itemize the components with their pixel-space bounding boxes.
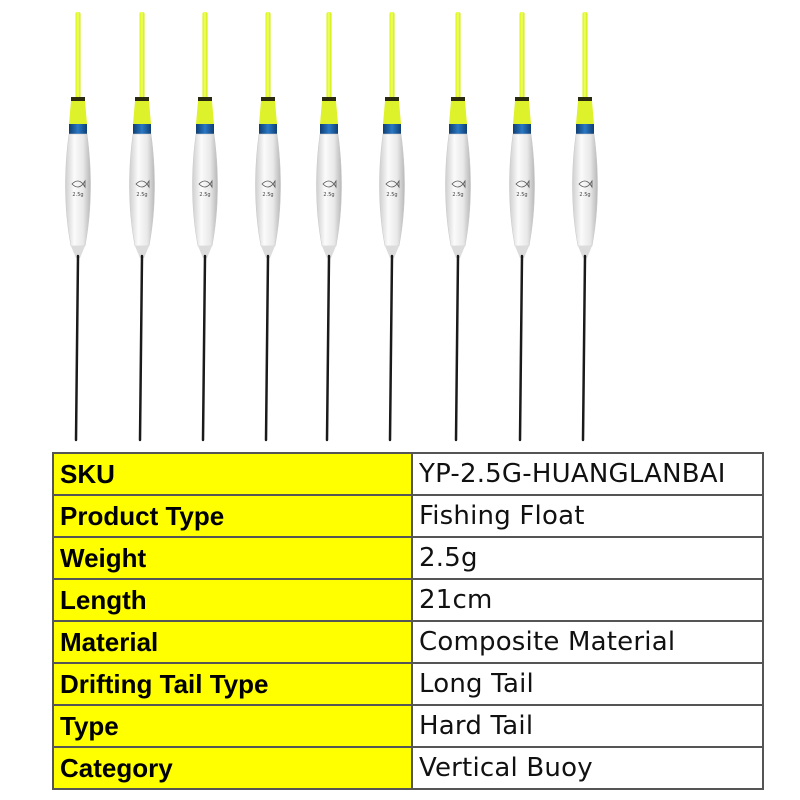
float-band [259, 124, 277, 134]
float-joint [578, 97, 592, 101]
spec-value: Long Tail [412, 663, 763, 705]
float-band [576, 124, 594, 134]
float-collar [513, 101, 531, 124]
spec-value: Fishing Float [412, 495, 763, 537]
float-body [572, 134, 597, 246]
float-tip [140, 12, 145, 98]
float-band [196, 124, 214, 134]
spec-key: Length [53, 579, 412, 621]
float-tip [266, 12, 271, 98]
float-body [509, 134, 534, 246]
spec-value: Vertical Buoy [412, 747, 763, 789]
float-band [69, 124, 87, 134]
float-collar [383, 101, 401, 124]
float-tip [456, 12, 461, 98]
float-stem [266, 256, 268, 440]
fishing-float [509, 12, 534, 440]
float-weight-label: 2.5g [579, 192, 591, 198]
float-joint [385, 97, 399, 101]
fishing-float [192, 12, 217, 440]
spec-row-product-type [53, 495, 763, 537]
fishing-float [445, 12, 470, 440]
float-weight-label: 2.5g [262, 192, 274, 198]
float-stem [456, 256, 458, 440]
float-collar [320, 101, 338, 124]
float-joint [451, 97, 465, 101]
spec-key: Weight [53, 537, 412, 579]
float-joint [71, 97, 85, 101]
float-tip [390, 12, 395, 98]
spec-row-type [53, 705, 763, 747]
float-stem [583, 256, 585, 440]
float-tip [76, 12, 81, 98]
float-body [379, 134, 404, 246]
float-body [65, 134, 90, 246]
spec-key: Material [53, 621, 412, 663]
spec-key: Drifting Tail Type [53, 663, 412, 705]
spec-key: Type [53, 705, 412, 747]
float-joint [322, 97, 336, 101]
float-body [129, 134, 154, 246]
spec-row-material [53, 621, 763, 663]
float-band [513, 124, 531, 134]
float-collar [133, 101, 151, 124]
float-stem [520, 256, 522, 440]
fishing-float [316, 12, 341, 440]
float-collar [69, 101, 87, 124]
float-weight-label: 2.5g [516, 192, 528, 198]
spec-value: YP-2.5G-HUANGLANBAI [412, 453, 763, 495]
fishing-float [379, 12, 404, 440]
spec-row-sku [53, 453, 763, 495]
float-band [383, 124, 401, 134]
spec-row-category [53, 747, 763, 789]
float-tip [327, 12, 332, 98]
spec-value: 2.5g [412, 537, 763, 579]
float-tip [203, 12, 208, 98]
float-tip [520, 12, 525, 98]
spec-row-weight [53, 537, 763, 579]
float-stem [203, 256, 205, 440]
float-weight-label: 2.5g [386, 192, 398, 198]
float-stem [390, 256, 392, 440]
float-band [133, 124, 151, 134]
float-joint [198, 97, 212, 101]
spec-table [52, 452, 764, 790]
float-stem [327, 256, 329, 440]
spec-row-drifting-tail-type [53, 663, 763, 705]
float-stem [76, 256, 78, 440]
fishing-float [65, 12, 90, 440]
float-joint [515, 97, 529, 101]
float-stem [140, 256, 142, 440]
spec-value: Hard Tail [412, 705, 763, 747]
float-weight-label: 2.5g [452, 192, 464, 198]
spec-key: SKU [53, 453, 412, 495]
fishing-float [129, 12, 154, 440]
fishing-float [255, 12, 280, 440]
float-body [316, 134, 341, 246]
float-weight-label: 2.5g [199, 192, 211, 198]
fishing-float [572, 12, 597, 440]
float-tip [583, 12, 588, 98]
spec-row-length [53, 579, 763, 621]
float-collar [196, 101, 214, 124]
float-weight-label: 2.5g [323, 192, 335, 198]
float-weight-label: 2.5g [72, 192, 84, 198]
float-collar [449, 101, 467, 124]
float-body [192, 134, 217, 246]
float-joint [135, 97, 149, 101]
float-weight-label: 2.5g [136, 192, 148, 198]
float-joint [261, 97, 275, 101]
float-body [255, 134, 280, 246]
spec-key: Category [53, 747, 412, 789]
spec-value: 21cm [412, 579, 763, 621]
float-body [445, 134, 470, 246]
float-band [320, 124, 338, 134]
float-collar [259, 101, 277, 124]
float-band [449, 124, 467, 134]
float-collar [576, 101, 594, 124]
spec-key: Product Type [53, 495, 412, 537]
spec-value: Composite Material [412, 621, 763, 663]
